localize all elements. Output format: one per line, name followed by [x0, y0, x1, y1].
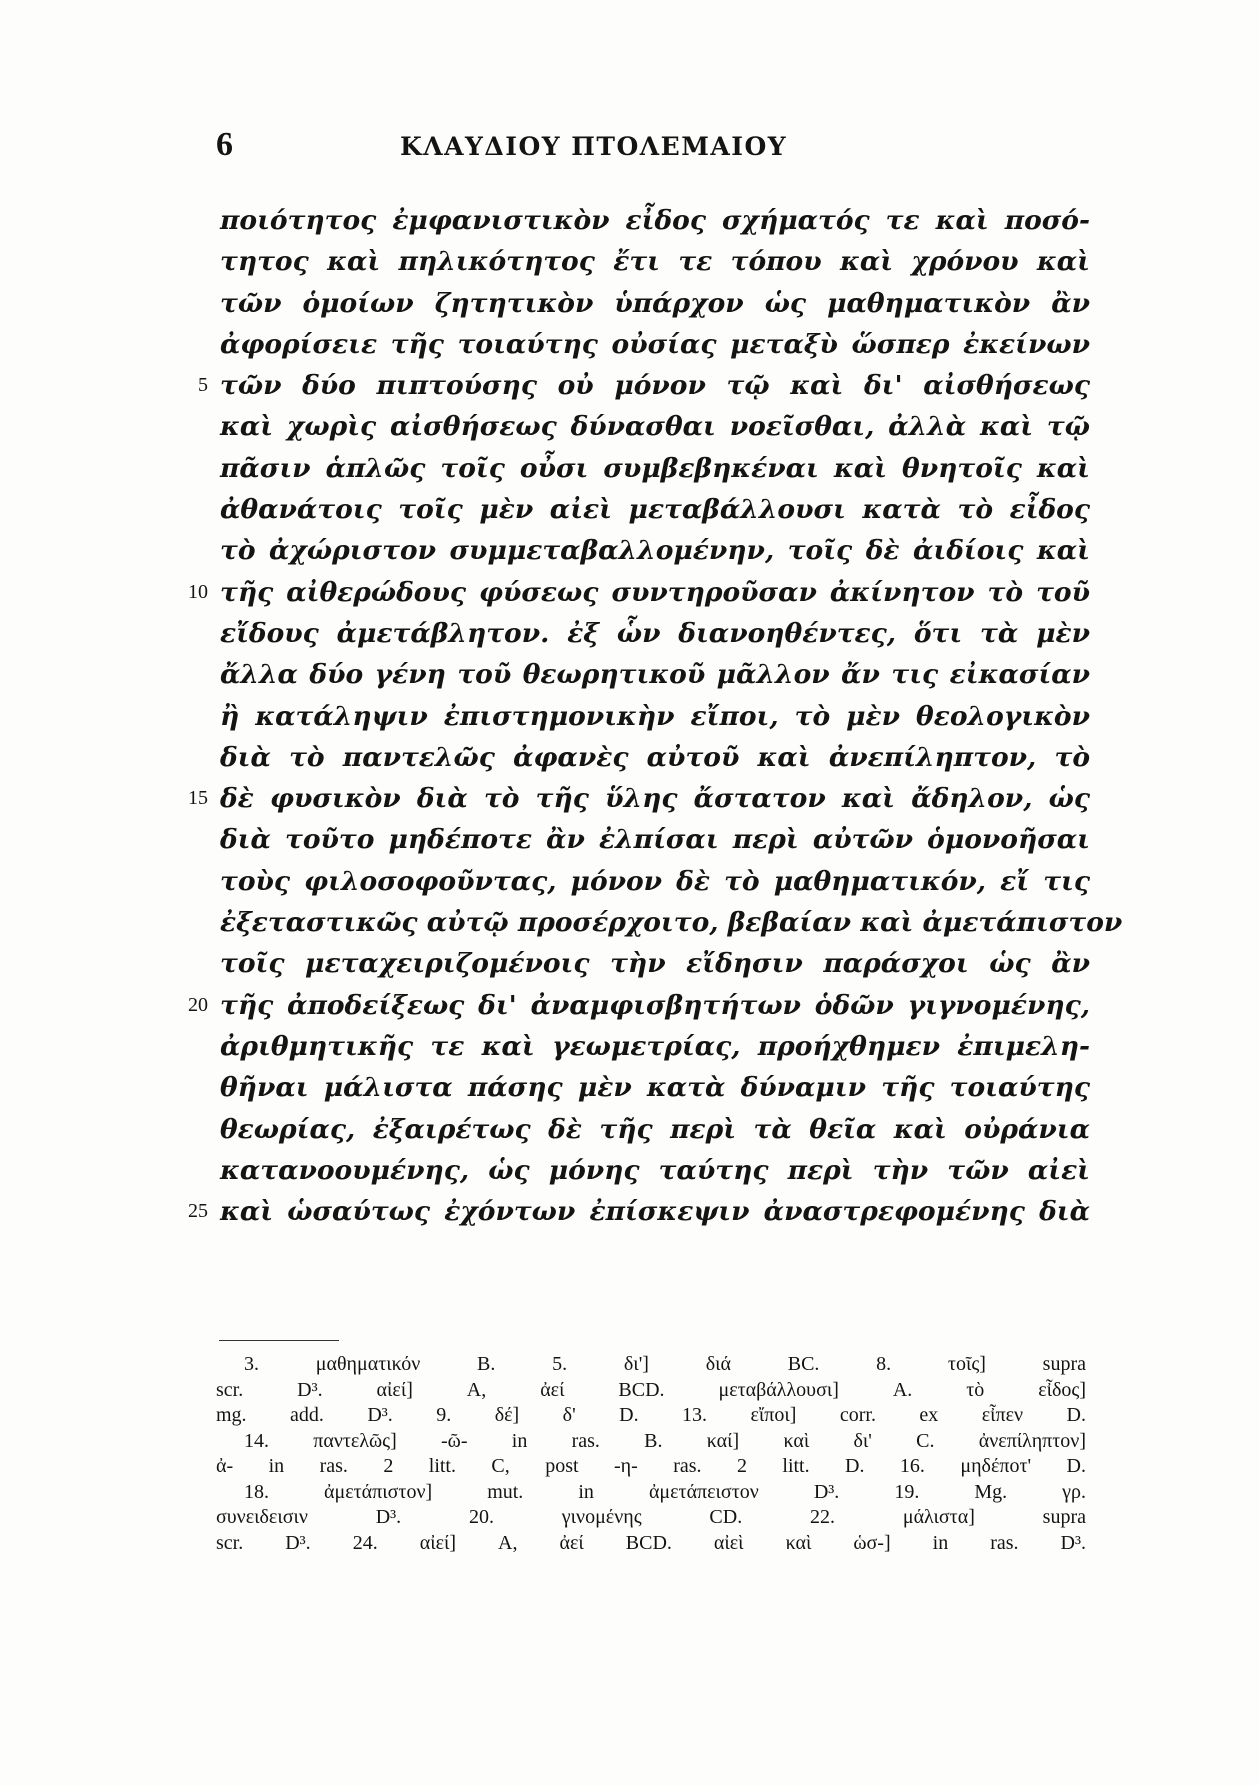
- text-line: [170, 200, 1090, 241]
- line-text: ἀφορίσειε τῆς τοιαύτης οὐσίας μεταξὺ ὥσπερ ἐκείνων: [220, 328, 1090, 360]
- text-line: [170, 283, 1090, 324]
- line-number: 5: [198, 374, 208, 397]
- line-text: ἄλλα δύο γένη τοῦ θεωρητικοῦ μᾶλλον ἄν τις εἰκασίαν: [220, 659, 1090, 691]
- apparatus-line: scr. D³. αἰεί] A, ἀεί BCD. μεταβάλλουσι] A. τὸ εἶδος]: [216, 1378, 1086, 1401]
- apparatus-line: 14. παντελῶς] -ῶ- in ras. B. καί] καὶ δι' C. ἀνεπίληπτον]: [244, 1429, 1086, 1452]
- text-line: [170, 737, 1090, 778]
- text-line: [170, 696, 1090, 737]
- line-text: καὶ ὡσαύτως ἐχόντων ἐπίσκεψιν ἀναστρεφομένης διὰ: [220, 1196, 1090, 1228]
- text-line: [170, 1026, 1090, 1067]
- text-line: [170, 530, 1090, 571]
- text-line: [170, 861, 1090, 902]
- text-line: [170, 985, 1090, 1026]
- text-line: [170, 241, 1090, 282]
- line-text: κατανοουμένης, ὡς μόνης ταύτης περὶ τὴν τῶν αἰεὶ: [220, 1154, 1090, 1186]
- line-text: θεωρίας, ἐξαιρέτως δὲ τῆς περὶ τὰ θεῖα καὶ οὐράνια: [220, 1113, 1090, 1145]
- text-line: [170, 1067, 1090, 1108]
- text-line: [170, 778, 1090, 819]
- running-head: ΚΛΑΥΔΙΟΥ ΠΤΟΛΕΜΑΙΟΥ: [400, 132, 788, 161]
- line-number: 20: [188, 993, 208, 1016]
- apparatus-line: συνειδεισιν D³. 20. γινομένης CD. 22. μάλιστα] supra: [216, 1506, 1086, 1528]
- page-number: 6: [216, 126, 233, 163]
- line-text: θῆναι μάλιστα πάσης μὲν κατὰ δύναμιν τῆς τοιαύτης: [220, 1072, 1090, 1104]
- footnote-rule: [219, 1340, 339, 1341]
- line-text: διὰ τοῦτο μηδέποτε ἂν ἐλπίσαι περὶ αὐτῶν ὁμονοῆσαι: [220, 824, 1090, 856]
- line-text: ἐξεταστικῶς αὐτῷ προσέρχοιτο, βεβαίαν καὶ ἀμετάπιστον: [220, 907, 1123, 939]
- line-number: 25: [188, 1200, 208, 1223]
- text-line: [170, 943, 1090, 984]
- text-line: [170, 902, 1123, 943]
- critical-apparatus: [216, 1352, 1086, 1556]
- apparatus-line: scr. D³. 24. αἰεί] A, ἀεί BCD. αἰεὶ καὶ ὡσ-] in ras. D³.: [216, 1531, 1086, 1554]
- text-line: [170, 1191, 1090, 1232]
- line-number: 10: [188, 580, 208, 603]
- apparatus-line: 18. ἀμετάπιστον] mut. in ἀμετάπειστον D³. 19. Mg. γρ.: [244, 1480, 1086, 1503]
- line-text: ἢ κατάληψιν ἐπιστημονικὴν εἴποι, τὸ μὲν θεολογικὸν: [220, 700, 1090, 732]
- line-text: τοὺς φιλοσοφοῦντας, μόνον δὲ τὸ μαθηματικόν, εἴ τις: [220, 865, 1090, 897]
- apparatus-line: 3. μαθηματικόν B. 5. δι'] διά BC. 8. τοῖς] supra: [244, 1353, 1086, 1375]
- line-text: τῆς ἀποδείξεως δι' ἀναμφισβητήτων ὁδῶν γιγνομένης,: [220, 989, 1090, 1021]
- line-text: ἀθανάτοις τοῖς μὲν αἰεὶ μεταβάλλουσι κατὰ τὸ εἶδος: [220, 494, 1090, 526]
- text-line: [170, 819, 1090, 860]
- text-line: [170, 448, 1090, 489]
- line-text: τητος καὶ πηλικότητος ἔτι τε τόπου καὶ χρόνου καὶ: [220, 246, 1090, 278]
- line-text: τὸ ἀχώριστον συμμεταβαλλομένην, τοῖς δὲ ἀιδίοις καὶ: [220, 535, 1090, 567]
- text-line: [170, 654, 1090, 695]
- line-text: ἀριθμητικῆς τε καὶ γεωμετρίας, προήχθημεν ἐπιμελη-: [220, 1030, 1090, 1062]
- line-text: εἴδους ἀμετάβλητον. ἐξ ὧν διανοηθέντες, ὅτι τὰ μὲν: [220, 617, 1090, 649]
- line-text: πᾶσιν ἁπλῶς τοῖς οὖσι συμβεβηκέναι καὶ θνητοῖς καὶ: [220, 452, 1090, 484]
- line-text: τῆς αἰθερώδους φύσεως συντηροῦσαν ἀκίνητον τὸ τοῦ: [220, 576, 1090, 608]
- line-text: δὲ φυσικὸν διὰ τὸ τῆς ὕλης ἄστατον καὶ ἄδηλον, ὡς: [220, 783, 1090, 815]
- apparatus-line: mg. add. D³. 9. δέ] δ' D. 13. εἴποι] corr. ex εἶπεν D.: [216, 1404, 1086, 1426]
- apparatus-line: ἀ- in ras. 2 litt. C, post -η- ras. 2 litt. D. 16. μηδέποτ' D.: [216, 1455, 1086, 1477]
- line-text: τῶν δύο πιπτούσης οὐ μόνον τῷ καὶ δι' αἰσθήσεως: [220, 370, 1090, 402]
- text-line: [170, 613, 1090, 654]
- line-text: διὰ τὸ παντελῶς ἀφανὲς αὐτοῦ καὶ ἀνεπίληπτον, τὸ: [220, 741, 1090, 773]
- text-line: [170, 406, 1090, 447]
- text-line: [170, 1150, 1090, 1191]
- text-line: [170, 365, 1090, 406]
- line-text: καὶ χωρὶς αἰσθήσεως δύνασθαι νοεῖσθαι, ἀλλὰ καὶ τῷ: [220, 411, 1090, 443]
- text-line: [170, 1109, 1090, 1150]
- line-number: 15: [188, 787, 208, 810]
- text-line: [170, 489, 1090, 530]
- main-text: [170, 200, 1123, 1232]
- line-text: ποιότητος ἐμφανιστικὸν εἶδος σχήματός τε καὶ ποσό-: [220, 205, 1090, 236]
- line-text: τοῖς μεταχειριζομένοις τὴν εἴδησιν παράσχοι ὡς ἂν: [220, 948, 1090, 980]
- line-text: τῶν ὁμοίων ζητητικὸν ὑπάρχον ὡς μαθηματικὸν ἂν: [220, 287, 1090, 319]
- text-line: [170, 572, 1090, 613]
- text-line: [170, 324, 1090, 365]
